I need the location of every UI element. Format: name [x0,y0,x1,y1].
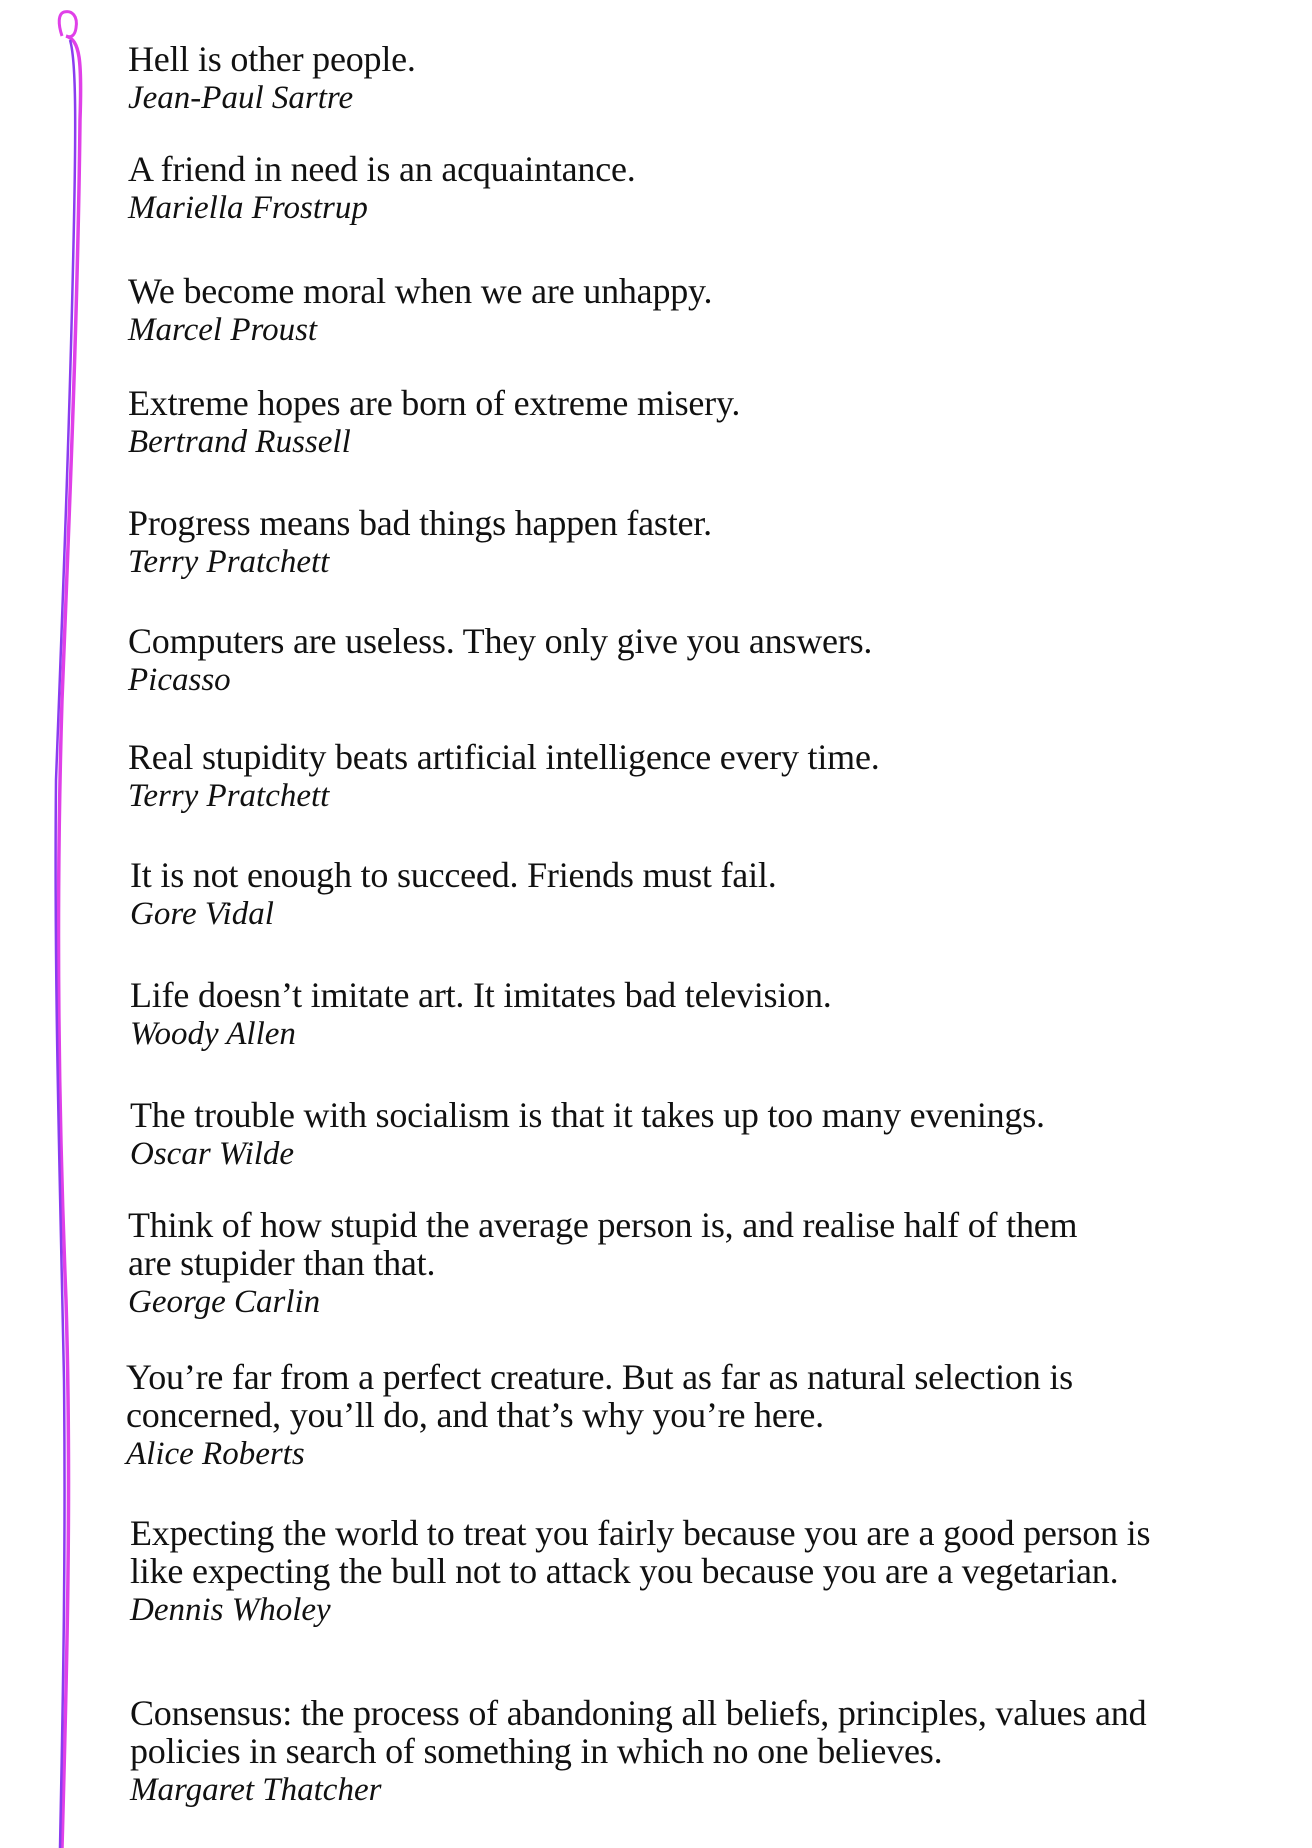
quote-text: Life doesn’t imitate art. It imitates bad television. [130,975,832,1015]
quote-author: Gore Vidal [130,896,274,932]
quote-author: Woody Allen [130,1016,296,1052]
quote-entry [128,504,1248,582]
quote-text: Think of how stupid the average person is, and realise half of them are stupider than that. [128,1205,1078,1283]
quote-text: We become moral when we are unhappy. [128,271,713,311]
quote-author: Alice Roberts [126,1436,305,1472]
quote-entry [128,150,1248,228]
quote-author: Mariella Frostrup [128,190,368,226]
quote-entry [128,272,1248,350]
quote-author: Marcel Proust [128,312,318,348]
quote-author: Picasso [128,662,231,698]
quote-entry [130,976,1250,1054]
quote-author: Terry Pratchett [128,544,330,580]
quote-author: Dennis Wholey [130,1592,331,1628]
quote-text: Expecting the world to treat you fairly because you are a good person is like expecting the bull not to attack you because you are a vegetarian. [130,1513,1151,1591]
quote-text: The trouble with socialism is that it takes up too many evenings. [130,1095,1045,1135]
quote-author: Margaret Thatcher [130,1772,382,1808]
quote-text: Hell is other people. [128,39,416,79]
quote-entry [130,856,1250,934]
quote-entry [126,1358,1166,1474]
quote-text: It is not enough to succeed. Friends must fail. [130,855,777,895]
quote-text: Real stupidity beats artificial intelligence every time. [128,737,880,777]
quote-entry [130,1694,1180,1810]
quote-author: Jean-Paul Sartre [128,80,354,116]
quote-text: Progress means bad things happen faster. [128,503,712,543]
quote-text: Consensus: the process of abandoning all beliefs, principles, values and policies in search of something in which no one believes. [130,1693,1147,1771]
quote-entry [128,622,1248,700]
quote-entry [128,40,1248,118]
quote-author: Bertrand Russell [128,424,351,460]
quote-text: A friend in need is an acquaintance. [128,149,636,189]
quote-author: George Carlin [128,1284,321,1320]
quote-author: Terry Pratchett [128,778,330,814]
quote-entry [128,384,1248,462]
quote-author: Oscar Wilde [130,1136,295,1172]
quote-entry [130,1514,1170,1630]
quote-entry [128,1206,1128,1322]
quote-text: Extreme hopes are born of extreme misery. [128,383,741,423]
quote-entry [130,1096,1250,1174]
quote-text: Computers are useless. They only give you answers. [128,621,873,661]
quote-entry [128,738,1248,816]
quote-text: You’re far from a perfect creature. But as far as natural selection is concerned, you’ll do, and that’s why you’re here. [126,1357,1073,1435]
